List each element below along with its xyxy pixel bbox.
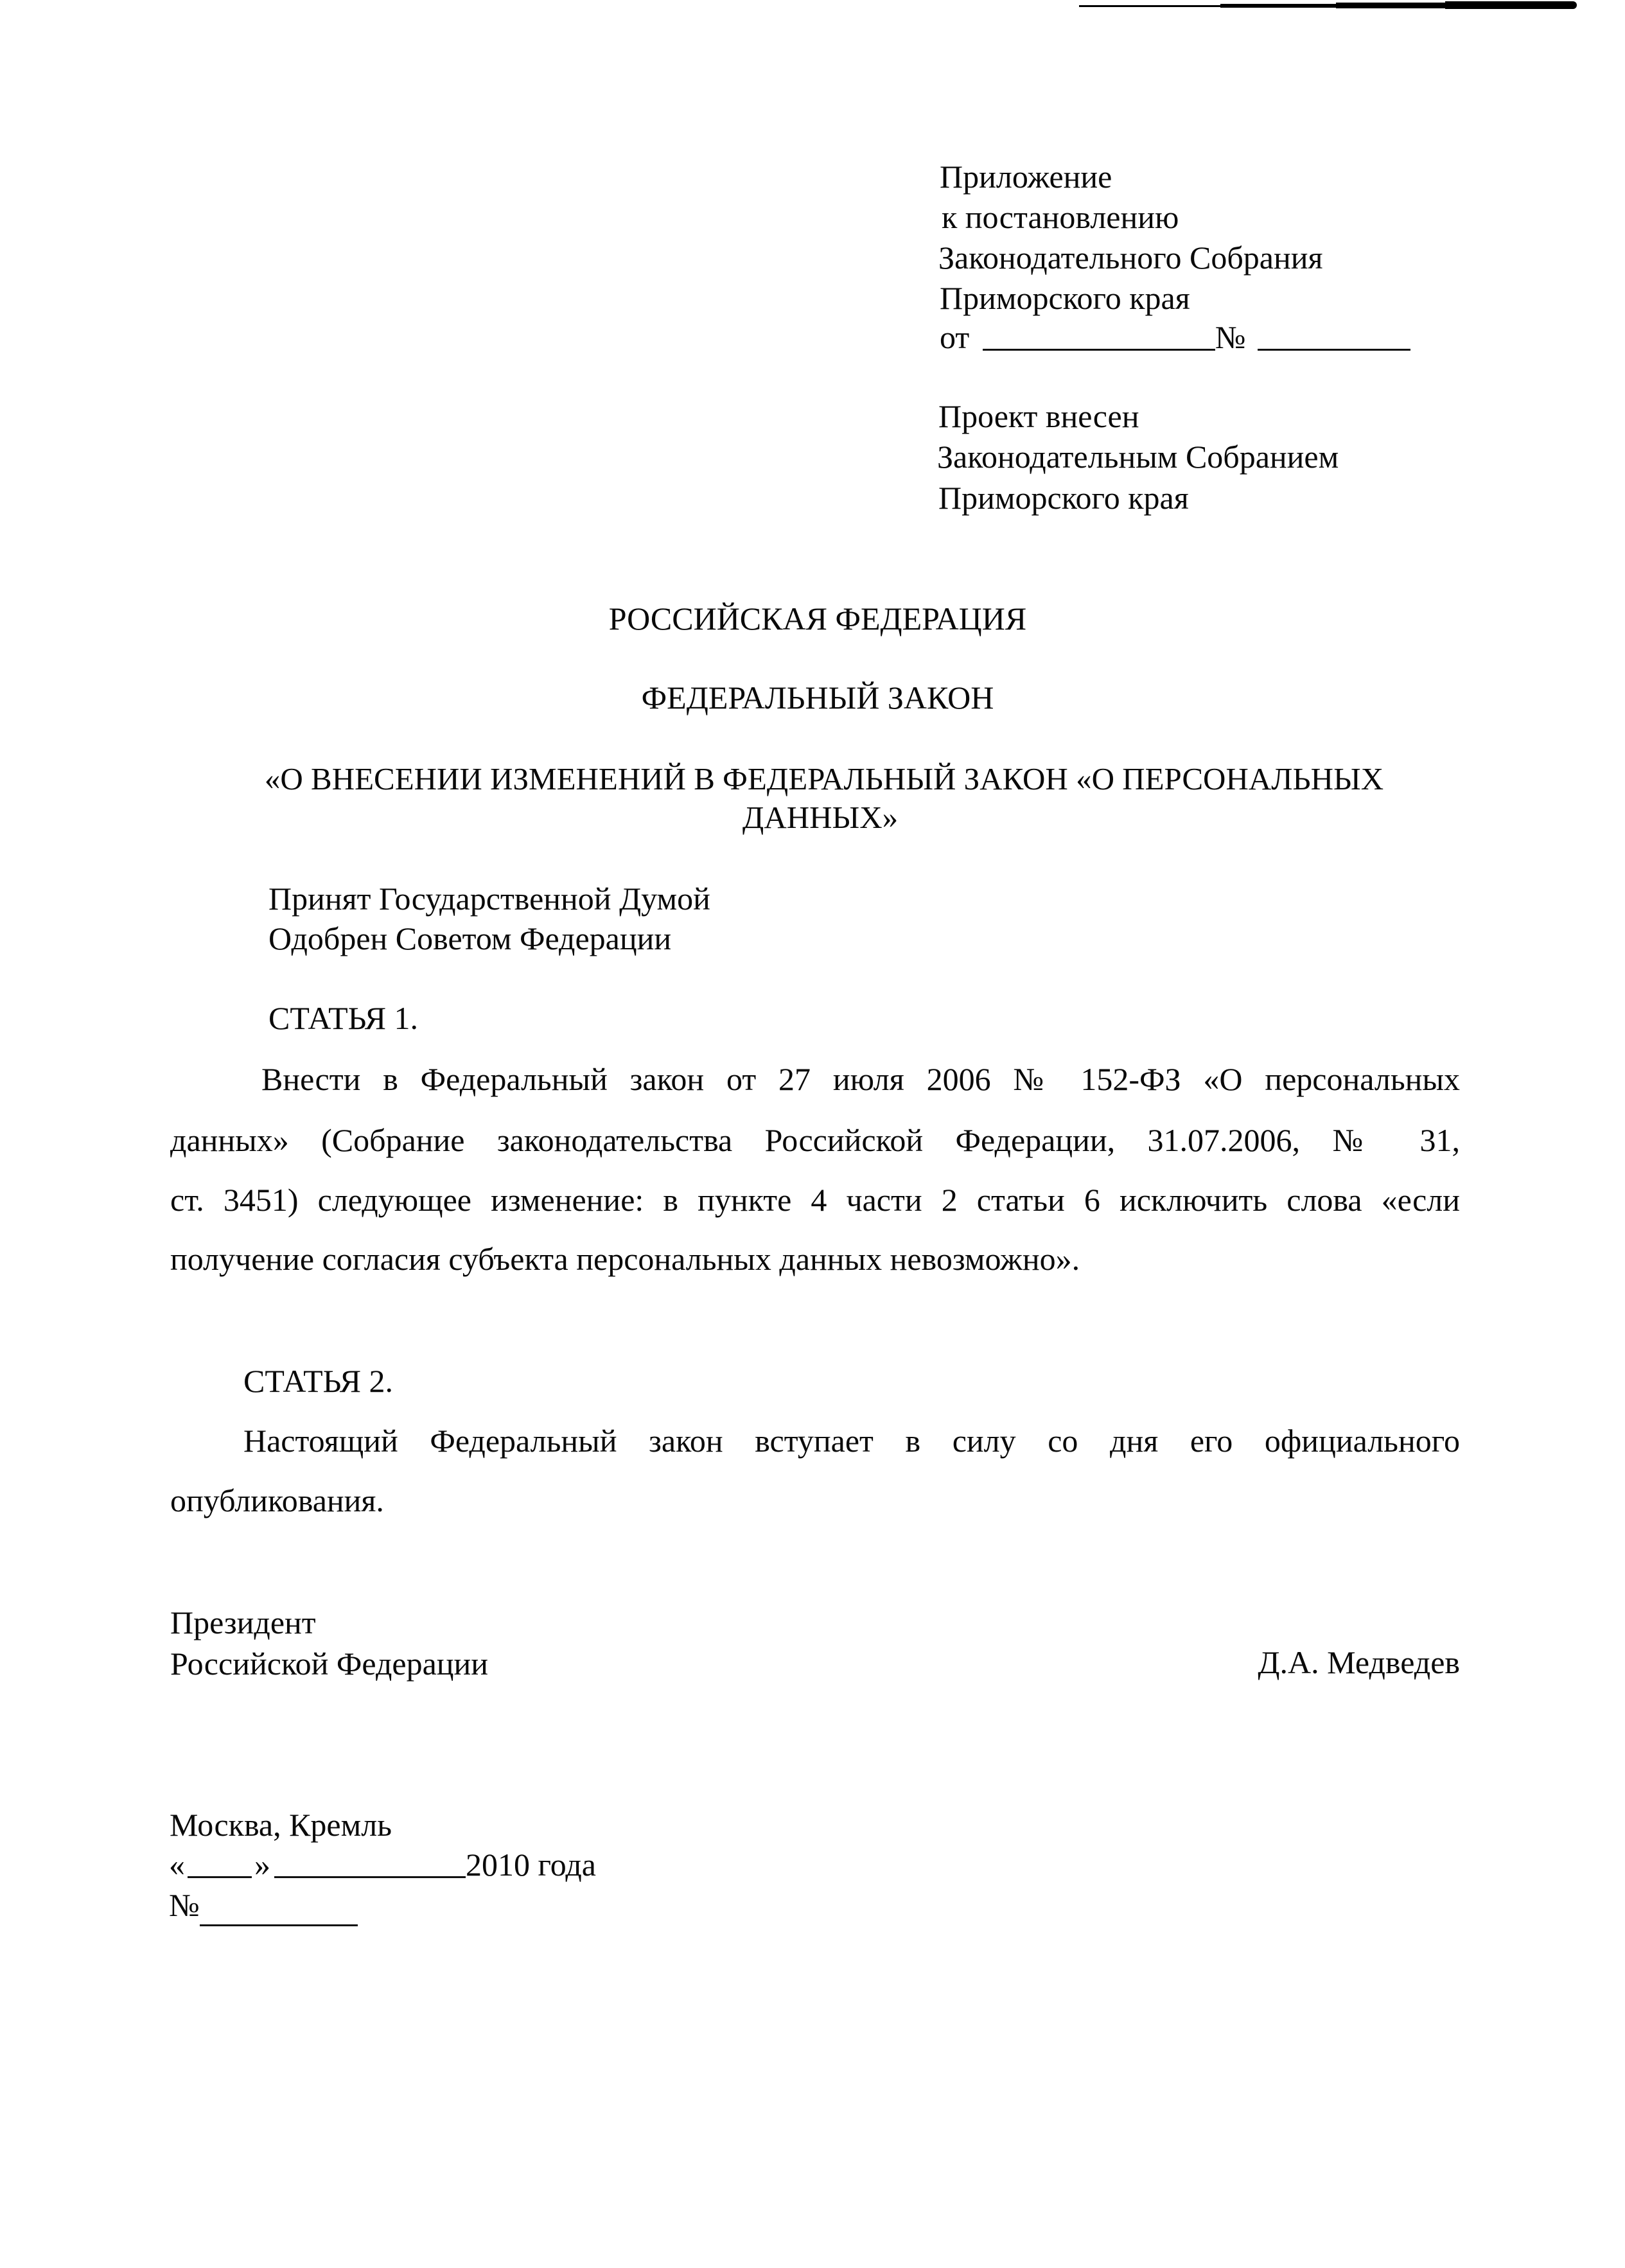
adopted-by-duma: Принят Государственной Думой xyxy=(268,881,710,917)
quote-open: « xyxy=(169,1847,185,1883)
number-sign: № xyxy=(1215,319,1246,355)
article-1-heading: СТАТЬЯ 1. xyxy=(268,1000,419,1036)
article-1-text-line: получение согласия субъекта персональных данных невозможно». xyxy=(170,1241,1080,1277)
signatory-position: Президент xyxy=(170,1604,316,1640)
submitted-line: Законодательным Собранием xyxy=(937,439,1339,475)
submitted-line: Приморского края xyxy=(938,480,1189,516)
article-2-heading: СТАТЬЯ 2. xyxy=(243,1363,394,1399)
law-title-line: ДАННЫХ» xyxy=(742,800,899,835)
article-2-text-line: опубликования. xyxy=(170,1482,384,1518)
scan-artifact-line xyxy=(1445,1,1577,9)
signatory-name: Д.А. Медведев xyxy=(1258,1644,1460,1680)
approved-by-council: Одобрен Советом Федерации xyxy=(268,920,672,956)
signing-year: 2010 года xyxy=(466,1847,596,1883)
signatory-position: Российской Федерации xyxy=(170,1646,489,1682)
appendix-line: к постановлению xyxy=(942,199,1179,235)
country-heading: РОССИЙСКАЯ ФЕДЕРАЦИЯ xyxy=(608,601,1027,637)
quote-close: » xyxy=(254,1847,270,1883)
scan-artifact-line xyxy=(1336,3,1452,8)
appendix-line: Приморского края xyxy=(940,280,1190,316)
appendix-line: Приложение xyxy=(940,159,1112,195)
signing-date-line xyxy=(169,1845,596,1885)
law-title-line: «О ВНЕСЕНИИ ИЗМЕНЕНИЙ В ФЕДЕРАЛЬНЫЙ ЗАКОН «О ПЕРСОНАЛЬНЫХ xyxy=(264,761,1384,796)
article-1-text-line: Внести в Федеральный закон от 27 июля 2006 № 152-ФЗ «О персональных xyxy=(261,1061,1460,1097)
number-sign: № xyxy=(169,1887,200,1923)
article-1-text-line: данных» (Собрание законодательства Российской Федерации, 31.07.2006, № 31, xyxy=(170,1122,1460,1158)
law-number-line xyxy=(169,1885,358,1925)
scan-artifact-line xyxy=(1220,4,1349,8)
signing-place: Москва, Кремль xyxy=(170,1807,392,1843)
article-2-text-line: Настоящий Федеральный закон вступает в силу со дня его официального xyxy=(243,1423,1460,1459)
doc-type-heading: ФЕДЕРАЛЬНЫЙ ЗАКОН xyxy=(641,680,994,716)
submitted-line: Проект внесен xyxy=(938,398,1139,434)
appendix-date-line xyxy=(940,317,1410,357)
day-blank-field xyxy=(188,1876,252,1878)
month-blank-field xyxy=(274,1876,466,1878)
law-number-blank-field xyxy=(200,1924,358,1926)
article-1-text-line: ст. 3451) следующее изменение: в пункте 4 части 2 статьи 6 исключить слова «если xyxy=(170,1182,1460,1218)
date-prefix: от xyxy=(940,319,970,355)
date-blank-field xyxy=(983,349,1215,351)
number-blank-field xyxy=(1258,349,1410,351)
appendix-line: Законодательного Собрания xyxy=(938,240,1323,276)
